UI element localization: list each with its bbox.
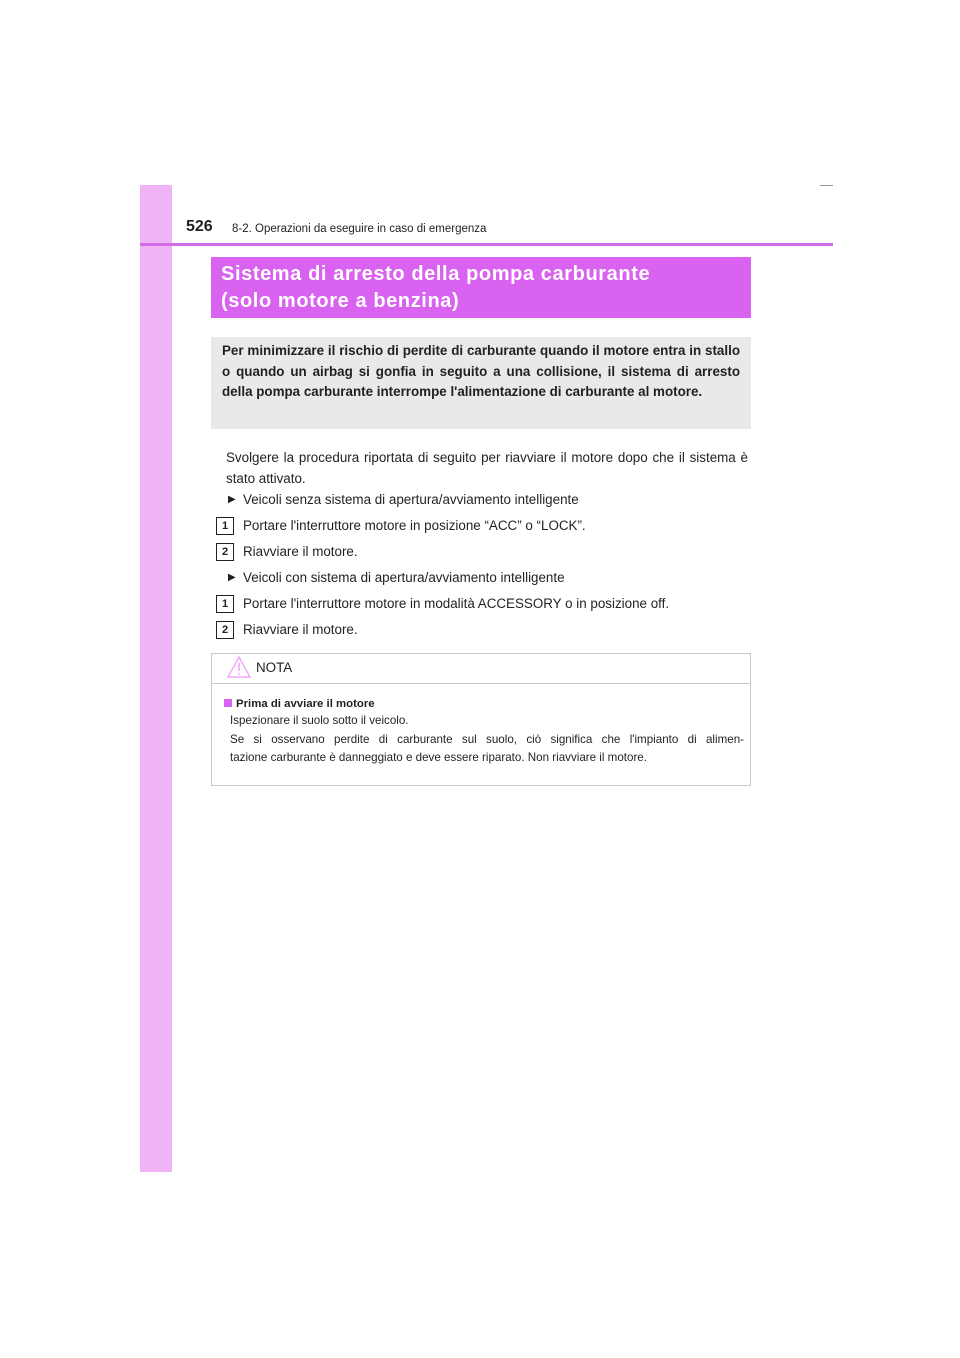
condition-label: Veicoli senza sistema di apertura/avviamento intelligente	[243, 492, 579, 507]
note-line: Ispezionare il suolo sotto il veicolo.	[230, 714, 409, 727]
page-number: 526	[186, 218, 213, 235]
step-text: Riavviare il motore.	[243, 544, 358, 559]
topic-title-line-2: (solo motore a benzina)	[221, 290, 460, 312]
note-header	[212, 654, 750, 684]
note-heading	[224, 696, 744, 712]
step-text: Portare l'interruttore motore in modalità ACCESSORY o in posizione off.	[243, 596, 670, 611]
intro-box	[211, 337, 751, 429]
step-text: Riavviare il motore.	[243, 622, 358, 637]
intro-text: Per minimizzare il rischio di perdite di carburante quando il motore entra in stallo o quando un airbag si gonfia in seguito a una collisione, il sistema di arresto della pompa carburante interrompe l'alimentazione di carburante al motore.	[222, 343, 740, 400]
note-line: tazione carburante è danneggiato e deve essere riparato. Non riavviare il motore.	[230, 751, 647, 764]
section-tab-sidebar	[140, 185, 172, 1172]
header-divider	[140, 243, 833, 246]
step-number-badge: 2	[216, 621, 234, 639]
note-title: NOTA	[256, 660, 293, 675]
condition-label: Veicoli con sistema di apertura/avviamento intelligente	[243, 570, 565, 585]
warning-triangle-icon	[226, 655, 252, 679]
topic-title-line-1: Sistema di arresto della pompa carburante	[221, 263, 651, 285]
topic-title-box	[211, 257, 751, 318]
note-body	[224, 696, 744, 768]
section-title: 8-2. Operazioni da eseguire in caso di emergenza	[232, 223, 487, 235]
triangle-right-icon: ▶	[228, 572, 236, 583]
step-number-badge: 1	[216, 517, 234, 535]
square-bullet-icon	[224, 699, 232, 707]
step-text: Portare l'interruttore motore in posizione “ACC” o “LOCK”.	[243, 518, 586, 533]
note-line: Se si osservano perdite di carburante sul suolo, ciò significa che l'impianto di alimen-	[230, 732, 744, 746]
triangle-right-icon: ▶	[228, 494, 236, 505]
note-heading-text: Prima di avviare il motore	[236, 698, 375, 710]
note-box	[211, 653, 751, 786]
step-number-badge: 2	[216, 543, 234, 561]
crop-mark	[820, 185, 833, 186]
body-paragraph: Svolgere la procedura riportata di seguito per riavviare il motore dopo che il sistema è stato attivato.	[226, 450, 748, 486]
step-number-badge: 1	[216, 595, 234, 613]
